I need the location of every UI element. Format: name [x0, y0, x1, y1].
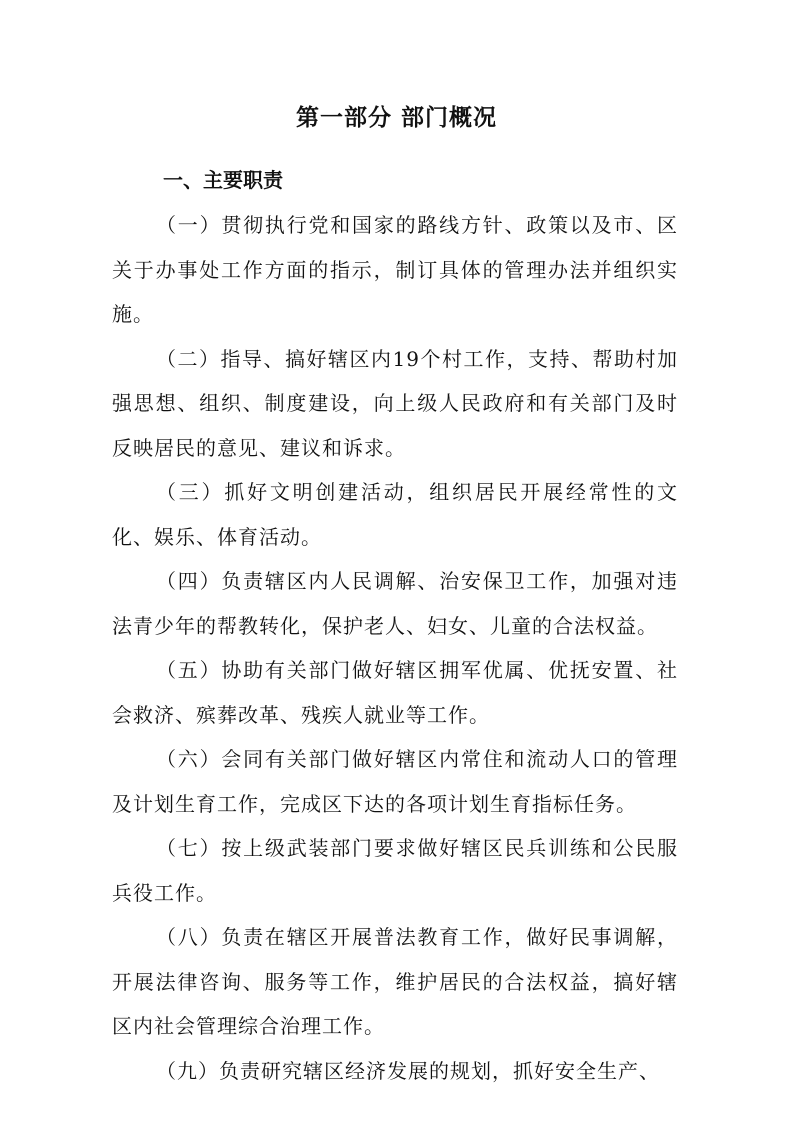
duty-paragraph-2: （二）指导、搞好辖区内19个村工作，支持、帮助村加强思想、组织、制度建设，向上级人民政府和有关部门及时反映居民的意见、建议和诉求。	[112, 346, 678, 460]
duty-paragraph-5: （五）协助有关部门做好辖区拥军优属、优抚安置、社会救济、殡葬改革、残疾人就业等工作。	[112, 658, 678, 727]
section-heading: 一、主要职责	[163, 168, 283, 192]
duty-paragraph-7: （七）按上级武装部门要求做好辖区民兵训练和公民服兵役工作。	[112, 836, 678, 905]
duty-paragraph-6: （六）会同有关部门做好辖区内常住和流动人口的管理及计划生育工作，完成区下达的各项计划生育指标任务。	[112, 747, 678, 816]
duty-paragraph-9: （九）负责研究辖区经济发展的规划，抓好安全生产、	[156, 1058, 660, 1083]
duty-paragraph-1: （一）贯彻执行党和国家的路线方针、政策以及市、区关于办事处工作方面的指示，制订具体的管理办法并组织实施。	[112, 213, 678, 326]
duty-paragraph-3: （三）抓好文明创建活动，组织居民开展经常性的文化、娱乐、体育活动。	[112, 480, 678, 549]
page-title: 第一部分 部门概况	[295, 105, 497, 131]
document-body	[112, 203, 678, 1093]
duty-paragraph-4: （四）负责辖区内人民调解、治安保卫工作，加强对违法青少年的帮教转化，保护老人、妇女、儿童的合法权益。	[112, 569, 678, 638]
duty-paragraph-8: （八）负责在辖区开展普法教育工作，做好民事调解，开展法律咨询、服务等工作，维护居民的合法权益，搞好辖区内社会管理综合治理工作。	[112, 925, 678, 1038]
